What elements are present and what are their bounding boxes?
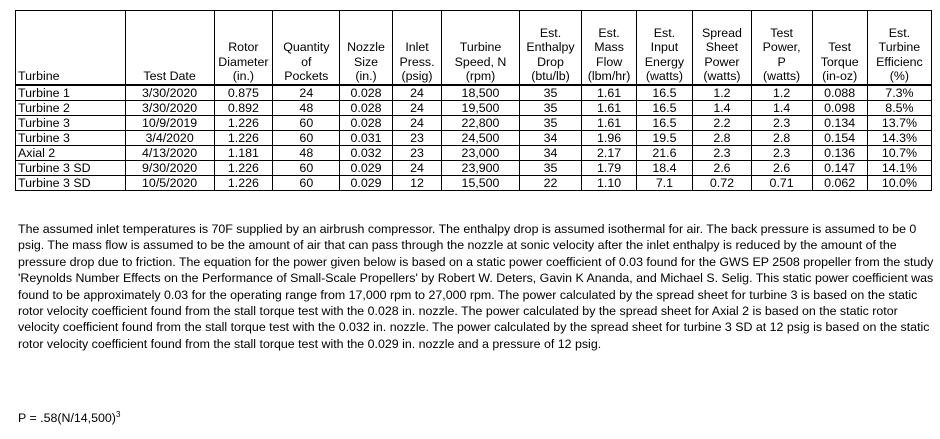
- table-cell: 34: [519, 146, 582, 161]
- column-header-line: (in-oz): [822, 68, 858, 83]
- column-header-line: Nozzle: [347, 40, 385, 55]
- table-cell: 0.062: [812, 176, 867, 191]
- column-header-line: Test: [828, 40, 852, 55]
- column-header-line: Efficienc: [876, 54, 923, 69]
- column-header-line: Diameter: [218, 54, 269, 69]
- table-cell: 0.088: [812, 85, 867, 101]
- table-cell: 24: [392, 101, 442, 116]
- table-cell: 48: [273, 146, 340, 161]
- table-cell: 0.032: [340, 146, 392, 161]
- table-row: [16, 161, 932, 176]
- table-cell: 0.028: [340, 85, 392, 101]
- column-header-line: (watts): [645, 68, 684, 83]
- table-cell: 1.226: [214, 116, 273, 131]
- table-cell: 16.5: [636, 85, 692, 101]
- table-body: [16, 85, 932, 191]
- table-cell: 0.029: [340, 161, 392, 176]
- column-header-line: Spread: [701, 26, 742, 41]
- table-cell: 0.154: [812, 131, 867, 146]
- column-header-line: Size: [353, 54, 379, 69]
- column-header-line: Mass: [594, 40, 624, 55]
- table-cell: 2.8: [693, 131, 752, 146]
- table-cell: 24: [392, 85, 442, 101]
- column-header-line: Pockets: [284, 68, 329, 83]
- table-cell: 3/30/2020: [125, 101, 214, 116]
- column-header-line: (watts): [703, 68, 741, 83]
- table-cell: 1.61: [582, 85, 636, 101]
- column-header-line: (rpm): [465, 68, 496, 83]
- table-cell: 60: [273, 131, 340, 146]
- table-cell: 1.4: [751, 101, 812, 116]
- table-cell: 2.2: [693, 116, 752, 131]
- table-cell: Turbine 3: [16, 116, 126, 131]
- table-cell: 23,900: [442, 161, 519, 176]
- column-header: [125, 11, 214, 86]
- table-cell: 1.96: [582, 131, 636, 146]
- table-cell: 23: [392, 131, 442, 146]
- table-cell: 3/4/2020: [125, 131, 214, 146]
- column-header-line: Turbine: [459, 40, 502, 55]
- column-header-line: Est.: [598, 26, 620, 41]
- column-header-line: of: [301, 54, 312, 69]
- column-header-line: Test Date: [143, 68, 196, 83]
- table-cell: 24: [392, 116, 442, 131]
- column-header-line: Sheet: [705, 40, 739, 55]
- table-cell: 19.5: [636, 131, 692, 146]
- table-cell: 35: [519, 85, 582, 101]
- table-cell: 1.61: [582, 101, 636, 116]
- column-header-line: Turbine: [18, 68, 60, 83]
- column-header-line: (in.): [232, 68, 255, 83]
- table-cell: 2.6: [751, 161, 812, 176]
- table-row: [16, 101, 932, 116]
- table-row: [16, 116, 932, 131]
- table-row: [16, 85, 932, 101]
- column-header-line: Torque: [820, 54, 859, 69]
- table-cell: 2.3: [751, 116, 812, 131]
- table-cell: 2.6: [693, 161, 752, 176]
- table-cell: 16.5: [636, 116, 692, 131]
- column-header-line: P: [777, 54, 786, 69]
- table-cell: 2.17: [582, 146, 636, 161]
- table-cell: 0.028: [340, 101, 392, 116]
- table-cell: 14.1%: [867, 161, 931, 176]
- column-header-line: Turbine: [878, 40, 921, 55]
- table-cell: 10.0%: [867, 176, 931, 191]
- table-cell: 35: [519, 101, 582, 116]
- table-cell: 2.3: [693, 146, 752, 161]
- column-header-line: Est.: [539, 26, 562, 41]
- table-cell: 24: [392, 161, 442, 176]
- table-cell: 60: [273, 116, 340, 131]
- table-cell: 1.181: [214, 146, 273, 161]
- table-cell: 21.6: [636, 146, 692, 161]
- table-cell: 0.892: [214, 101, 273, 116]
- table-cell: 1.226: [214, 131, 273, 146]
- column-header-line: Energy: [644, 54, 685, 69]
- assumptions-paragraph: The assumed inlet temperatures is 70F supplied by an airbrush compressor. The enthalpy drop is assumed isothermal for air. The back pressure is assumed to be 0 psig. The mass flow is assumed to be the amount of air that can pass through the nozzle at sonic velocity after the inlet enthalpy is reduced by the amount of the pressure drop due to friction. The equation for the power given below is based on a static power coefficient of 0.03 found for the GWS EP 2508 propeller from the study 'Reynolds Number Effects on the Performance of Small-Scale Propellers' by Robert W. Deters, Gavin K Ananda, and Michael S. Selig. This static power coefficient was found to be approximately 0.03 for the operating range from 17,000 rpm to 27,000 rpm. The power calculated by the spread sheet for turbine 3 is based on the static rotor velocity coefficient found from the stall torque test with the 0.028 in. nozzle. The power calculated by the spread sheet for Axial 2 is based on the static rotor velocity coefficient found from the stall torque test with the 0.032 in. nozzle. The power calculated by the spread sheet for turbine 3 SD at 12 psig is based on the static rotor velocity coefficient found from the stall torque test with the 0.029 in. nozzle and a pressure of 12 psig.: [18, 222, 934, 351]
- column-header-line: (lbm/hr): [587, 68, 631, 83]
- table-cell: 1.2: [693, 85, 752, 101]
- table-cell: 0.028: [340, 116, 392, 131]
- table-cell: 35: [519, 161, 582, 176]
- column-header-line: (psig): [401, 68, 433, 83]
- column-header-line: Flow: [596, 54, 623, 69]
- table-row: [16, 131, 932, 146]
- power-formula-exponent: 3: [115, 410, 121, 419]
- table-cell: 1.10: [582, 176, 636, 191]
- column-header-line: Power,: [762, 40, 801, 55]
- column-header: [812, 11, 867, 86]
- table-cell: 15,500: [442, 176, 519, 191]
- column-header-line: Speed, N: [454, 54, 507, 69]
- table-cell: 19,500: [442, 101, 519, 116]
- table-cell: 0.71: [751, 176, 812, 191]
- table-cell: 1.4: [693, 101, 752, 116]
- table-cell: 24,500: [442, 131, 519, 146]
- table-cell: 18.4: [636, 161, 692, 176]
- table-cell: 22,800: [442, 116, 519, 131]
- table-row: [16, 146, 932, 161]
- table-cell: Turbine 3: [16, 131, 126, 146]
- column-header-line: Est.: [888, 26, 911, 41]
- column-header: [582, 11, 636, 86]
- table-cell: 0.147: [812, 161, 867, 176]
- column-header-line: Press.: [399, 54, 435, 69]
- table-cell: 7.3%: [867, 85, 931, 101]
- table-cell: 10/9/2019: [125, 116, 214, 131]
- table-cell: 10.7%: [867, 146, 931, 161]
- column-header-line: (watts): [763, 68, 801, 83]
- table-cell: Turbine 1: [16, 85, 126, 101]
- table-cell: 8.5%: [867, 101, 931, 116]
- column-header: [214, 11, 273, 86]
- column-header: [340, 11, 392, 86]
- table-cell: 14.3%: [867, 131, 931, 146]
- table-cell: 35: [519, 116, 582, 131]
- column-header: [867, 11, 931, 86]
- table-cell: Turbine 3 SD: [16, 161, 126, 176]
- table-cell: 4/13/2020: [125, 146, 214, 161]
- column-header-line: (%): [889, 68, 910, 83]
- table-cell: 60: [273, 161, 340, 176]
- table-cell: 23: [392, 146, 442, 161]
- table-cell: Turbine 3 SD: [16, 176, 126, 191]
- table-cell: 0.136: [812, 146, 867, 161]
- column-header: [273, 11, 340, 86]
- table-cell: Turbine 2: [16, 101, 126, 116]
- column-header-line: Input: [650, 40, 679, 55]
- column-header-line: Enthalpy: [526, 40, 575, 55]
- table-cell: 0.098: [812, 101, 867, 116]
- table-cell: 0.875: [214, 85, 273, 101]
- table-cell: 2.3: [751, 146, 812, 161]
- table-cell: 23,000: [442, 146, 519, 161]
- table-cell: 34: [519, 131, 582, 146]
- column-header-line: (btu/lb): [531, 68, 570, 83]
- table-cell: 48: [273, 101, 340, 116]
- column-header-line: Rotor: [228, 40, 259, 55]
- table-cell: 16.5: [636, 101, 692, 116]
- table-cell: 0.134: [812, 116, 867, 131]
- table-cell: 60: [273, 176, 340, 191]
- column-header-line: (in.): [355, 68, 377, 83]
- table-cell: 2.8: [751, 131, 812, 146]
- table-cell: 10/5/2020: [125, 176, 214, 191]
- column-header: [16, 11, 126, 86]
- column-header-line: Inlet: [405, 40, 429, 55]
- table-cell: 9/30/2020: [125, 161, 214, 176]
- table-cell: 7.1: [636, 176, 692, 191]
- column-header-line: Test: [770, 26, 793, 41]
- power-formula: [18, 410, 120, 425]
- turbine-data-table: [15, 10, 932, 191]
- column-header: [392, 11, 442, 86]
- column-header: [693, 11, 752, 86]
- power-formula-base: P = .58(N/14,500): [18, 411, 116, 425]
- table-cell: 1.226: [214, 161, 273, 176]
- table-cell: 24: [273, 85, 340, 101]
- table-cell: 1.61: [582, 116, 636, 131]
- table-cell: 13.7%: [867, 116, 931, 131]
- table-cell: 0.029: [340, 176, 392, 191]
- table-cell: 1.2: [751, 85, 812, 101]
- column-header: [519, 11, 582, 86]
- table-cell: 18,500: [442, 85, 519, 101]
- header-row: [16, 11, 932, 86]
- column-header-line: Est.: [653, 26, 676, 41]
- column-header: [751, 11, 812, 86]
- table-cell: 1.79: [582, 161, 636, 176]
- column-header-line: Quantity: [283, 40, 330, 55]
- table-cell: Axial 2: [16, 146, 126, 161]
- table-cell: 12: [392, 176, 442, 191]
- table-row: [16, 176, 932, 191]
- column-header-line: Power: [704, 54, 740, 69]
- table-cell: 0.72: [693, 176, 752, 191]
- table-cell: 3/30/2020: [125, 85, 214, 101]
- table-cell: 0.031: [340, 131, 392, 146]
- column-header: [636, 11, 692, 86]
- column-header-line: Drop: [537, 54, 564, 69]
- table-cell: 1.226: [214, 176, 273, 191]
- table-cell: 22: [519, 176, 582, 191]
- column-header: [442, 11, 519, 86]
